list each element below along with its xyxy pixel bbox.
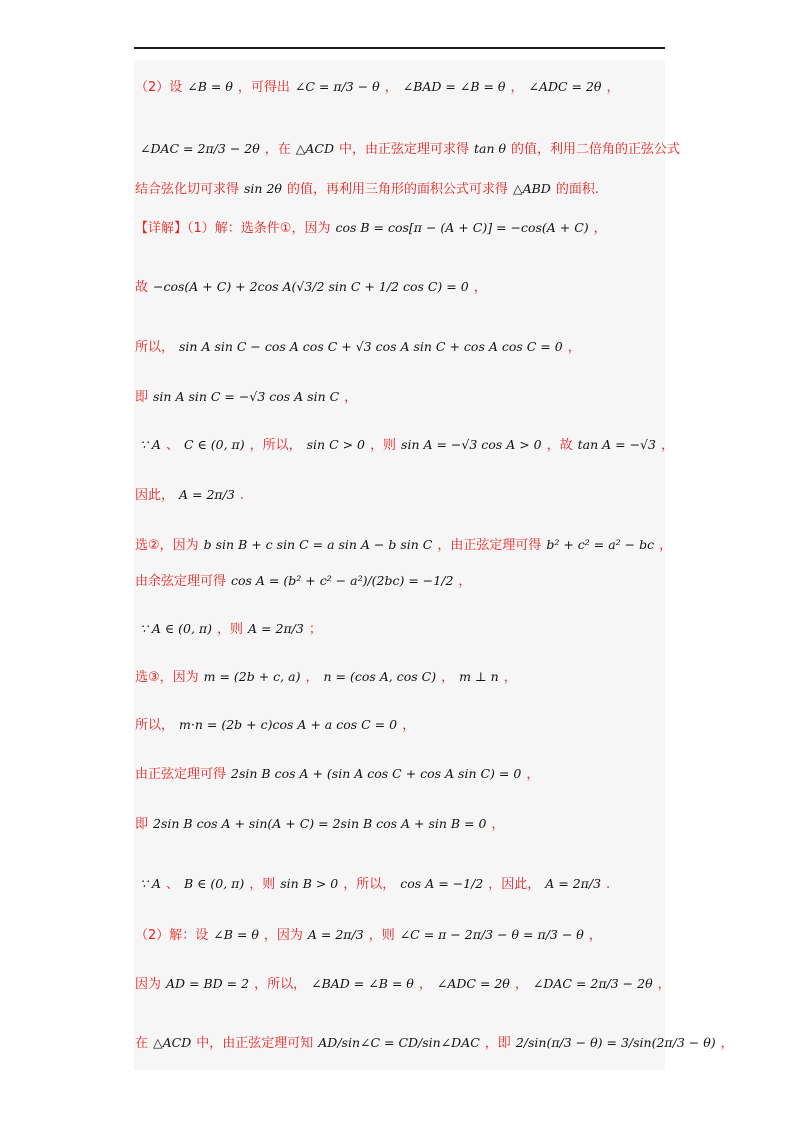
math-expression: AD/sin∠C = CD/sin∠DAC <box>318 1035 480 1050</box>
solution-text-run: ， <box>402 718 416 733</box>
solution-line <box>135 572 471 591</box>
solution-text-run: ， <box>606 80 620 95</box>
math-expression: sin A sin C = −√3 cos A sin C <box>153 389 340 404</box>
solution-line <box>135 78 619 97</box>
solution-text-run: 所以， <box>135 718 175 733</box>
math-expression: tan θ <box>474 141 507 156</box>
solution-line <box>135 436 674 455</box>
solution-text-run: 的值，利用二倍角的正弦公式 <box>511 142 681 157</box>
solution-text-run: ， <box>526 767 540 782</box>
math-expression: ∵ A ∈ (0, π) <box>140 621 213 636</box>
math-expression: ∵ A <box>140 876 161 891</box>
solution-text-run: ，由正弦定理可得 <box>437 538 542 553</box>
math-expression: ∠B = θ <box>187 79 233 94</box>
solution-line <box>135 668 517 687</box>
math-expression: ∠C = π/3 − θ <box>294 79 380 94</box>
math-expression: △ABD <box>512 181 551 196</box>
solution-text-run: ； <box>308 622 322 637</box>
solution-text-run: 结合弦化切可求得 <box>135 182 240 197</box>
math-expression: ∠ADC = 2θ <box>528 79 602 94</box>
math-expression: ∠DAC = 2π/3 − 2θ <box>532 976 653 991</box>
solution-text-run: ，则 <box>217 622 244 637</box>
solution-text-run: ， <box>441 670 455 685</box>
math-expression: ∠BAD = ∠B = θ <box>311 976 414 991</box>
solution-text-run: ， <box>720 1036 734 1051</box>
solution-text-run: ，所以， <box>249 438 302 453</box>
solution-text-run: 在 <box>135 1036 149 1051</box>
math-expression: n = (cos A, cos C) <box>323 669 437 684</box>
solution-text-run: ， <box>657 977 671 992</box>
solution-text-run: ，所以， <box>343 877 396 892</box>
math-expression: sin B > 0 <box>280 876 339 891</box>
solution-line <box>135 926 602 945</box>
solution-text-run: （2）设 <box>135 80 183 95</box>
solution-text-run: 选②，因为 <box>135 538 199 553</box>
solution-text-run: ， <box>514 977 528 992</box>
solution-line <box>135 765 539 784</box>
math-expression: b² + c² = a² − bc <box>546 537 655 552</box>
math-expression: A = 2π/3 <box>179 487 235 502</box>
solution-text-run: 中，由正弦定理可知 <box>196 1036 314 1051</box>
solution-text-run: 因此， <box>135 488 175 503</box>
math-expression: m = (2b + c, a) <box>203 669 301 684</box>
math-expression: m·n = (2b + c)cos A + a cos C = 0 <box>179 717 398 732</box>
math-expression: cos A = −1/2 <box>400 876 484 891</box>
solution-text-run: ， <box>344 390 358 405</box>
math-expression: 2sin B cos A + (sin A cos C + cos A sin C) = 0 <box>231 766 522 781</box>
solution-text-run: 故 <box>135 280 149 295</box>
math-expression: A = 2π/3 <box>248 621 304 636</box>
math-expression: b sin B + c sin C = a sin A − b sin C <box>203 537 433 552</box>
solution-line <box>135 975 671 994</box>
math-expression: B ∈ (0, π) <box>183 876 245 891</box>
math-expression: sin C > 0 <box>306 437 366 452</box>
solution-text-run: ，可得出 <box>237 80 290 95</box>
solution-text-run: 中，由正弦定理可求得 <box>339 142 470 157</box>
solution-text-run: ， <box>567 340 581 355</box>
solution-line <box>135 486 244 505</box>
header-rule <box>134 47 665 49</box>
solution-line <box>135 716 415 735</box>
math-expression: 2/sin(π/3 − θ) = 3/sin(2π/3 − θ) <box>515 1035 716 1050</box>
solution-text-run: . <box>239 488 244 503</box>
solution-text-run: ，即 <box>484 1036 511 1051</box>
solution-text-run: （2）解：设 <box>135 928 209 943</box>
solution-text-run: ， <box>418 977 432 992</box>
solution-text-run: 、 <box>165 877 179 892</box>
math-expression: sin A sin C − cos A cos C + √3 cos A sin C + cos A cos C = 0 <box>179 339 563 354</box>
solution-text-run: 选③，因为 <box>135 670 199 685</box>
solution-line <box>135 180 599 199</box>
solution-line <box>135 875 610 894</box>
solution-text-run: 因为 <box>135 977 162 992</box>
solution-text-run: ， <box>593 221 607 236</box>
solution-text-run: ， <box>659 538 673 553</box>
solution-text-run: ， <box>458 574 472 589</box>
solution-text-run: ，因为 <box>263 928 303 943</box>
solution-text-run: ，因此， <box>488 877 541 892</box>
math-expression: ∵ A <box>140 437 161 452</box>
solution-text-run: ， <box>305 670 319 685</box>
math-expression: tan A = −√3 <box>577 437 656 452</box>
math-expression: cos B = cos[π − (A + C)] = −cos(A + C) <box>335 220 589 235</box>
solution-text-run: ， <box>491 817 505 832</box>
solution-text-run: 【详解】 <box>135 221 188 236</box>
math-expression: ∠B = θ <box>213 927 259 942</box>
solution-text-run: ，故 <box>546 438 573 453</box>
solution-line <box>135 1034 734 1053</box>
math-expression: △ACD <box>295 141 334 156</box>
solution-text-run: ， <box>660 438 674 453</box>
solution-text-run: ， <box>473 280 487 295</box>
solution-text-run: ，在 <box>264 142 291 157</box>
solution-text-run: 所以， <box>135 340 175 355</box>
solution-text-run: 的值，再利用三角形的面积公式可求得 <box>286 182 508 197</box>
solution-text-run: ，则 <box>368 928 395 943</box>
math-expression: sin 2θ <box>244 181 282 196</box>
solution-text-run: ， <box>503 670 517 685</box>
math-expression: C ∈ (0, π) <box>183 437 245 452</box>
solution-text-run: ，则 <box>249 877 276 892</box>
math-expression: m ⊥ n <box>459 669 499 684</box>
solution-text-run: 由正弦定理可得 <box>135 767 227 782</box>
solution-text-run: 的面积. <box>555 182 599 197</box>
math-expression: ∠BAD = ∠B = θ <box>402 79 506 94</box>
math-expression: AD = BD = 2 <box>166 976 250 991</box>
solution-text-run: 即 <box>135 390 149 405</box>
solution-line <box>135 338 581 357</box>
solution-line <box>135 278 487 297</box>
math-expression: A = 2π/3 <box>307 927 364 942</box>
solution-text-run: 、 <box>165 438 179 453</box>
solution-line <box>135 140 680 159</box>
solution-text-run: ，则 <box>370 438 397 453</box>
math-expression: A = 2π/3 <box>545 876 602 891</box>
math-expression: 2sin B cos A + sin(A + C) = 2sin B cos A + sin B = 0 <box>153 816 487 831</box>
math-expression: ∠ADC = 2θ <box>436 976 510 991</box>
solution-text-run: （1）解：选条件①，因为 <box>187 221 331 236</box>
solution-text-run: 由余弦定理可得 <box>135 574 227 589</box>
solution-text-run: . <box>606 877 611 892</box>
solution-text-run: ， <box>588 928 602 943</box>
solution-sheet <box>134 60 665 1070</box>
math-expression: cos A = (b² + c² − a²)/(2bc) = −1/2 <box>231 573 454 588</box>
solution-text-run: ， <box>510 80 524 95</box>
solution-line <box>135 815 505 834</box>
solution-line <box>135 620 322 639</box>
math-expression: ∠DAC = 2π/3 − 2θ <box>140 141 260 156</box>
solution-line <box>135 219 607 238</box>
solution-line <box>135 388 357 407</box>
math-expression: sin A = −√3 cos A > 0 <box>401 437 542 452</box>
solution-text-run: 即 <box>135 817 149 832</box>
solution-line <box>135 536 672 555</box>
math-expression: △ACD <box>153 1035 192 1050</box>
solution-text-run: ，所以， <box>254 977 307 992</box>
math-expression: −cos(A + C) + 2cos A(√3/2 sin C + 1/2 cos C) = 0 <box>153 279 469 294</box>
math-expression: ∠C = π − 2π/3 − θ = π/3 − θ <box>399 927 584 942</box>
solution-text-run: ， <box>384 80 398 95</box>
